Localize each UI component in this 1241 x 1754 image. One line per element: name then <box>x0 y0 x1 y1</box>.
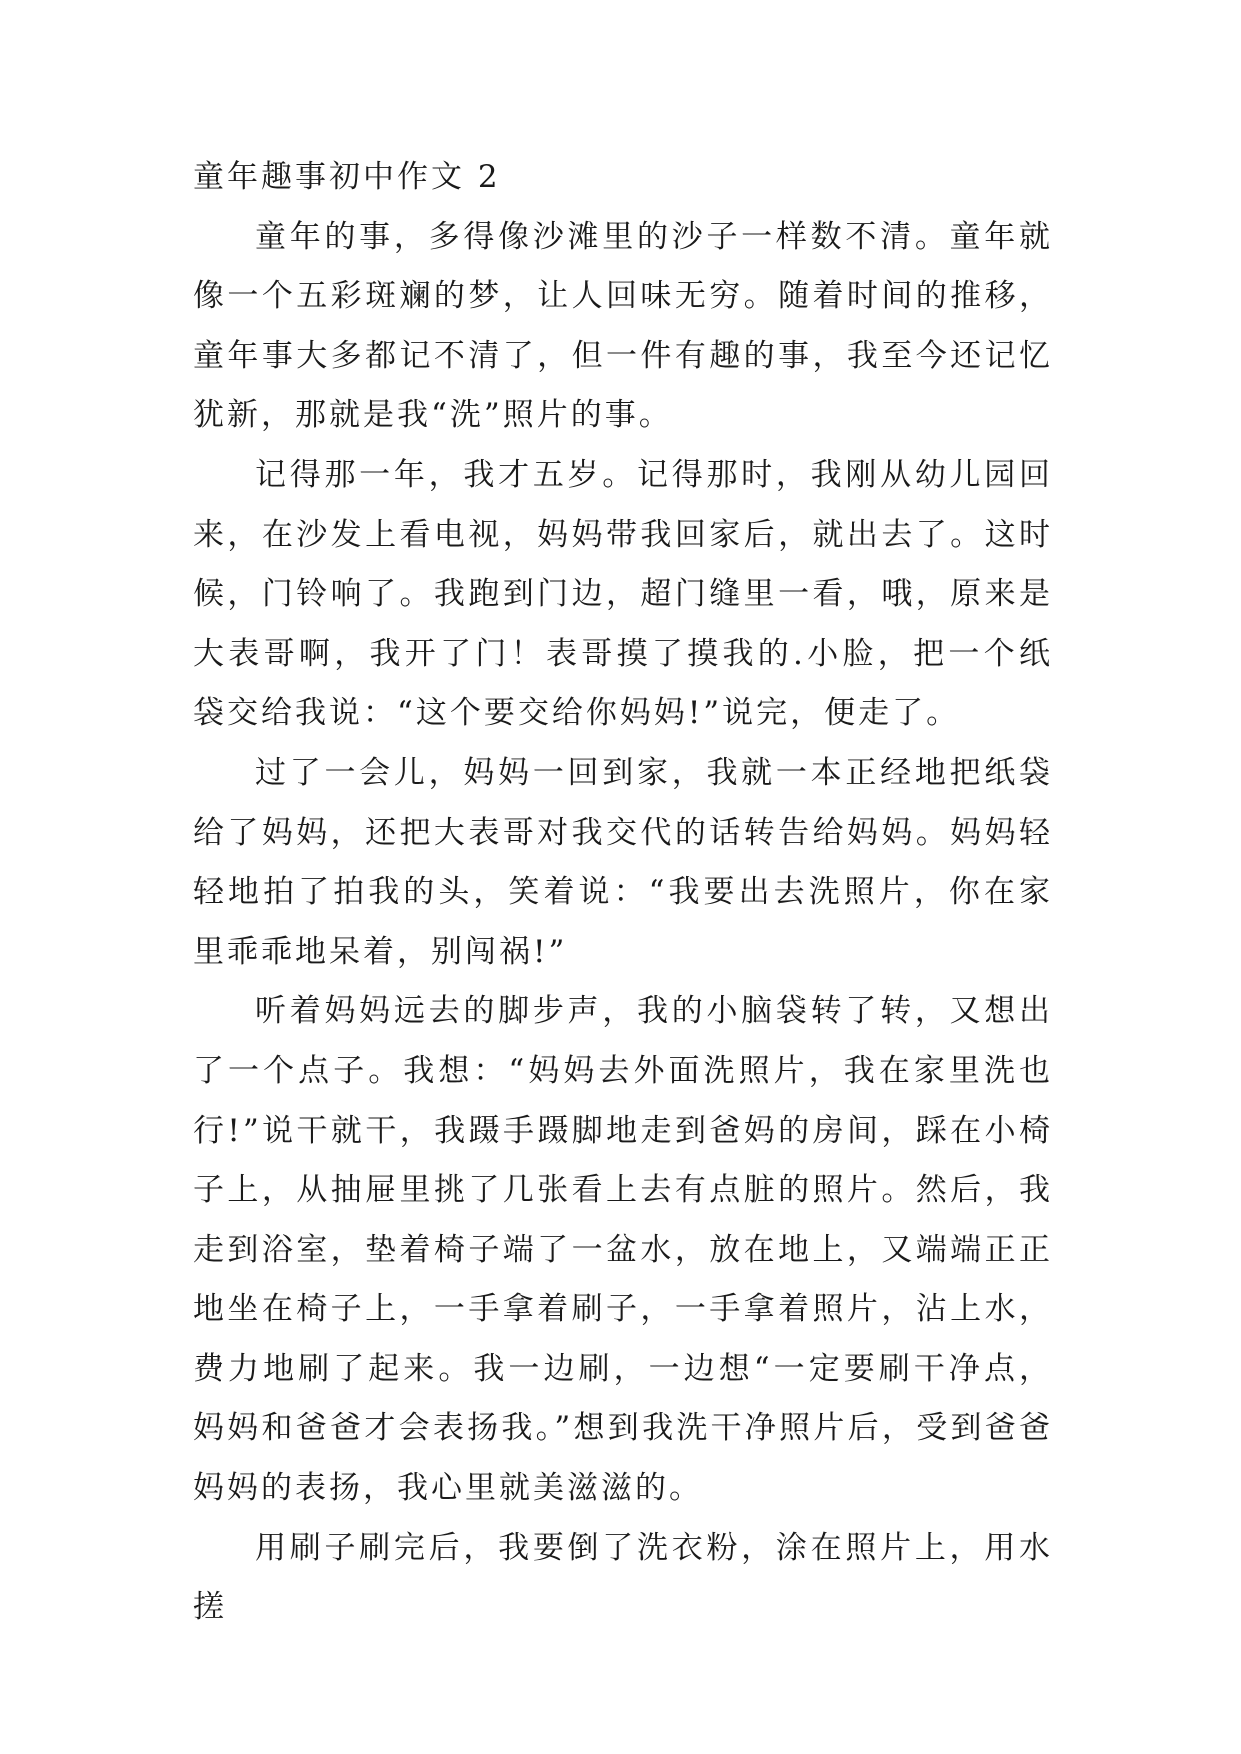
paragraph-4: 听着妈妈远去的脚步声，我的小脑袋转了转，又想出了一个点子。我想：“妈妈去外面洗照片，我在家里洗也行!”说干就干，我蹑手蹑脚地走到爸妈的房间，踩在小椅子上，从抽屉里挑了几张看上去有点脏的照片。然后，我走到浴室，垫着椅子端了一盆水，放在地上，又端端正正地坐在椅子上，一手拿着刷子，一手拿着照片，沾上水，费力地刷了起来。我一边刷，一边想“一定要刷干净点，妈妈和爸爸才会表扬我。”想到我洗干净照片后，受到爸爸妈妈的表扬，我心里就美滋滋的。 <box>193 993 1053 1507</box>
paragraph-5: 用刷子刷完后，我要倒了洗衣粉，涂在照片上，用水搓 <box>193 1529 1053 1626</box>
paragraph-1: 童年的事，多得像沙滩里的沙子一样数不清。童年就像一个五彩斑斓的梦，让人回味无穷。随着时间的推移，童年事大多都记不清了，但一件有趣的事，我至今还记忆犹新，那就是我“洗”照片的事。 <box>193 218 1053 434</box>
document-body <box>193 148 1053 1638</box>
document-title: 童年趣事初中作文 2 <box>193 159 501 195</box>
paragraph-3: 过了一会儿，妈妈一回到家，我就一本正经地把纸袋给了妈妈，还把大表哥对我交代的话转告给妈妈。妈妈轻轻地拍了拍我的头，笑着说：“我要出去洗照片，你在家里乖乖地呆着，别闯祸!” <box>193 754 1053 970</box>
paragraph-2: 记得那一年，我才五岁。记得那时，我刚从幼儿园回来，在沙发上看电视，妈妈带我回家后，就出去了。这时候，门铃响了。我跑到门边，超门缝里一看，哦，原来是大表哥啊，我开了门！表哥摸了摸我的.小脸，把一个纸袋交给我说：“这个要交给你妈妈!”说完，便走了。 <box>193 456 1053 732</box>
